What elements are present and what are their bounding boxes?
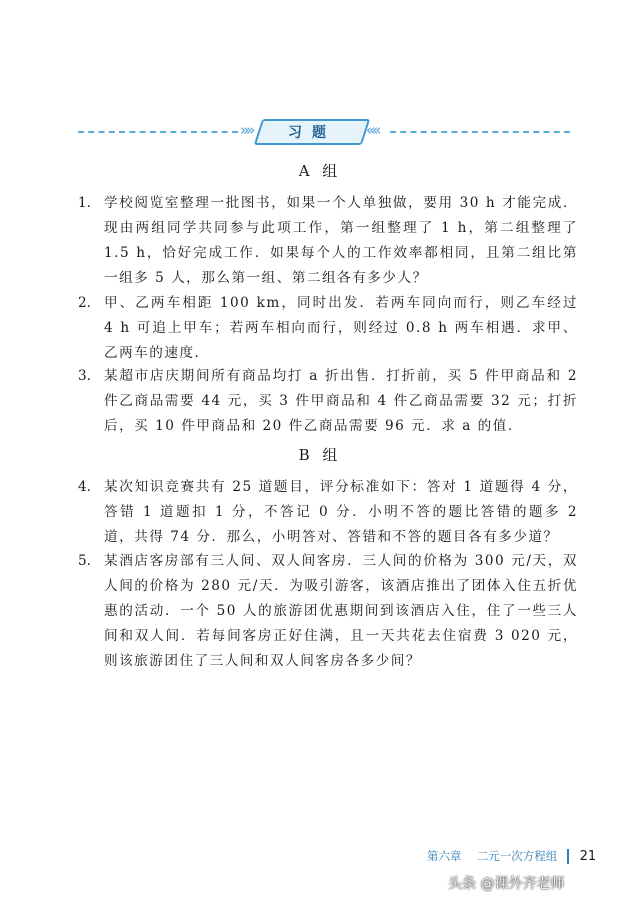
page-number: 21 xyxy=(579,849,597,864)
problem-4 xyxy=(78,475,578,550)
dashed-rule-left xyxy=(78,131,238,133)
problem-1 xyxy=(78,191,578,291)
chevron-right-icon: »» xyxy=(240,121,253,139)
problem-number: 2. xyxy=(78,295,91,311)
dashed-rule-right xyxy=(390,131,570,133)
exercise-header xyxy=(0,118,640,146)
problem-text: 甲、乙两车相距 100 km，同时出发．若两车同向而行，则乙车经过 4 h 可追上甲车；若两车相向而行，则经过 0.8 h 两车相遇．求甲、乙两车的速度． xyxy=(104,295,578,361)
footer-divider xyxy=(567,849,569,864)
chapter-label: 第六章 xyxy=(427,849,462,863)
section-badge-label: 习题 xyxy=(288,125,336,141)
problem-3 xyxy=(78,364,578,439)
page-footer xyxy=(427,848,596,864)
problem-text: 某次知识竞赛共有 25 道题目，评分标准如下：答对 1 道题得 4 分，答错 1 道题扣 1 分，不答记 0 分．小明不答的题比答错的题多 2 道，共得 74 分．那么，小明答对、答错和不答的题目各有多少道？ xyxy=(104,479,578,545)
chevron-left-icon: «« xyxy=(366,121,379,139)
group-b-title: B 组 xyxy=(298,446,342,464)
problem-number: 4. xyxy=(78,479,91,495)
problem-number: 3. xyxy=(78,368,91,384)
problem-number: 5. xyxy=(78,553,91,569)
group-a-title: A 组 xyxy=(298,162,342,180)
watermark: 头条 @课外齐老师 xyxy=(448,876,565,892)
problem-text: 某超市店庆期间所有商品均打 a 折出售．打折前，买 5 件甲商品和 2 件乙商品需要 44 元，买 3 件甲商品和 4 件乙商品需要 32 元；打折后，买 10 件甲商品和 20 件乙商品需要 96 元．求 a 的值． xyxy=(104,368,578,434)
problem-5 xyxy=(78,549,578,674)
problem-2 xyxy=(78,291,578,366)
problem-text: 学校阅览室整理一批图书，如果一个人单独做，要用 30 h 才能完成．现由两组同学共同参与此项工作，第一组整理了 1 h，第二组整理了 1.5 h，恰好完成工作．如果每个人的工作效率都相同，且第二组比第一组多 5 人，那么第一组、第二组各有多少人？ xyxy=(104,195,578,286)
problem-number: 1. xyxy=(78,195,91,211)
chapter-title: 二元一次方程组 xyxy=(476,849,558,863)
problem-text: 某酒店客房部有三人间、双人间客房．三人间的价格为 300 元/天，双人间的价格为 280 元/天．为吸引游客，该酒店推出了团体入住五折优惠的活动．一个 50 人的旅游团优惠期间到该酒店入住，住了一些三人间和双人间．若每间客房正好住满，且一天共花去住宿费 3 020 元，则该旅游团住了三人间和双人间客房各多少间？ xyxy=(104,553,578,669)
